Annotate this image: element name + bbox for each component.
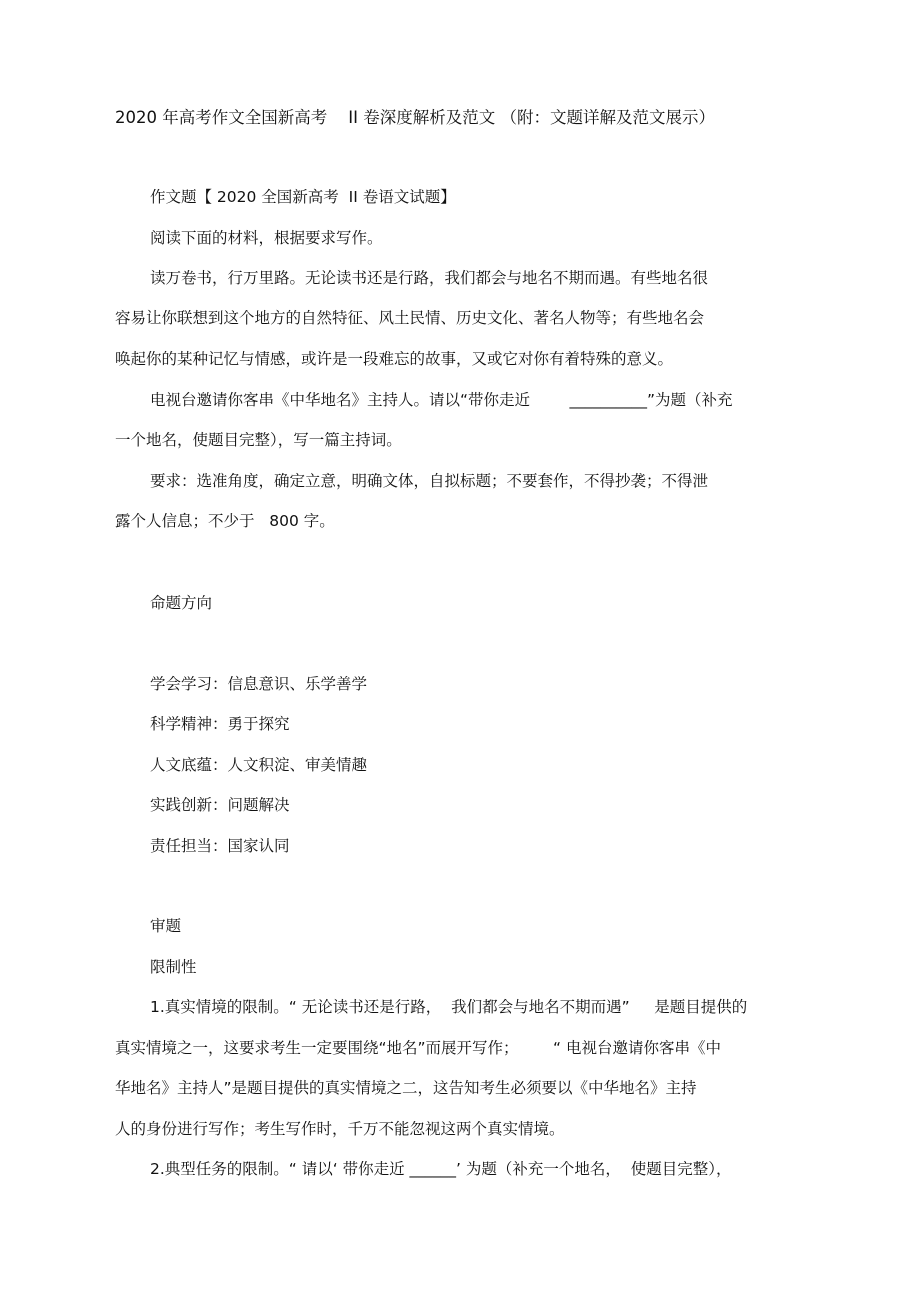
paragraph-line: 唤起你的某种记忆与情感，或许是一段难忘的故事，又或它对你有着特殊的意义。 (115, 350, 674, 368)
paragraph-line: 华地名》主持人”是题目提供的真实情境之二，这告知考生必须要以《中华地名》主持 (115, 1079, 697, 1097)
direction-heading: 命题方向 (150, 594, 213, 612)
paragraph-line: 要求：选准角度，确定立意，明确文体，自拟标题；不要套作，不得抄袭；不得泄 (150, 472, 709, 490)
prompt-heading: 作文题【 2020 全国新高考 II 卷语文试题】 (150, 188, 456, 206)
paragraph-line: 容易让你联想到这个地方的自然特征、风土民情、历史文化、著名人物等；有些地名会 (115, 309, 705, 327)
direction-item: 责任担当：国家认同 (150, 837, 290, 855)
direction-item: 人文底蕴：人文积淀、审美情趣 (150, 756, 368, 774)
paragraph-line: 一个地名，使题目完整），写一篇主持词。 (115, 431, 402, 449)
paragraph-line: 人的身份进行写作；考生写作时，千万不能忽视这两个真实情境。 (115, 1120, 565, 1138)
prompt-intro: 阅读下面的材料，根据要求写作。 (150, 229, 383, 247)
paragraph-line: 读万卷书，行万里路。无论读书还是行路，我们都会与地名不期而遇。有些地名很 (150, 269, 709, 287)
document-title: 2020 年高考作文全国新高考 II 卷深度解析及范文 （附：文题详解及范文展示） (115, 108, 715, 127)
paragraph-line: 露个人信息；不少于 800 字。 (115, 512, 335, 530)
paragraph-line: 2.典型任务的限制。“ 请以‘ 带你走近 ______’ 为题（补充一个地名， 使题目完整）， (150, 1160, 732, 1178)
direction-item: 科学精神：勇于探究 (150, 715, 290, 733)
analysis-subheading: 限制性 (150, 958, 197, 976)
paragraph-line: 电视台邀请你客串《中华地名》主持人。请以“带你走近 __________”为题（补充 (150, 391, 733, 409)
paragraph-line: 1.真实情境的限制。“ 无论读书还是行路， 我们都会与地名不期而遇” 是题目提供的 (150, 998, 748, 1016)
paragraph-line: 真实情境之一，这要求考生一定要围绕“地名”而展开写作； “ 电视台邀请你客串《中 (115, 1039, 722, 1057)
analysis-heading: 审题 (150, 917, 182, 935)
direction-item: 实践创新：问题解决 (150, 796, 290, 814)
direction-item: 学会学习：信息意识、乐学善学 (150, 675, 368, 693)
